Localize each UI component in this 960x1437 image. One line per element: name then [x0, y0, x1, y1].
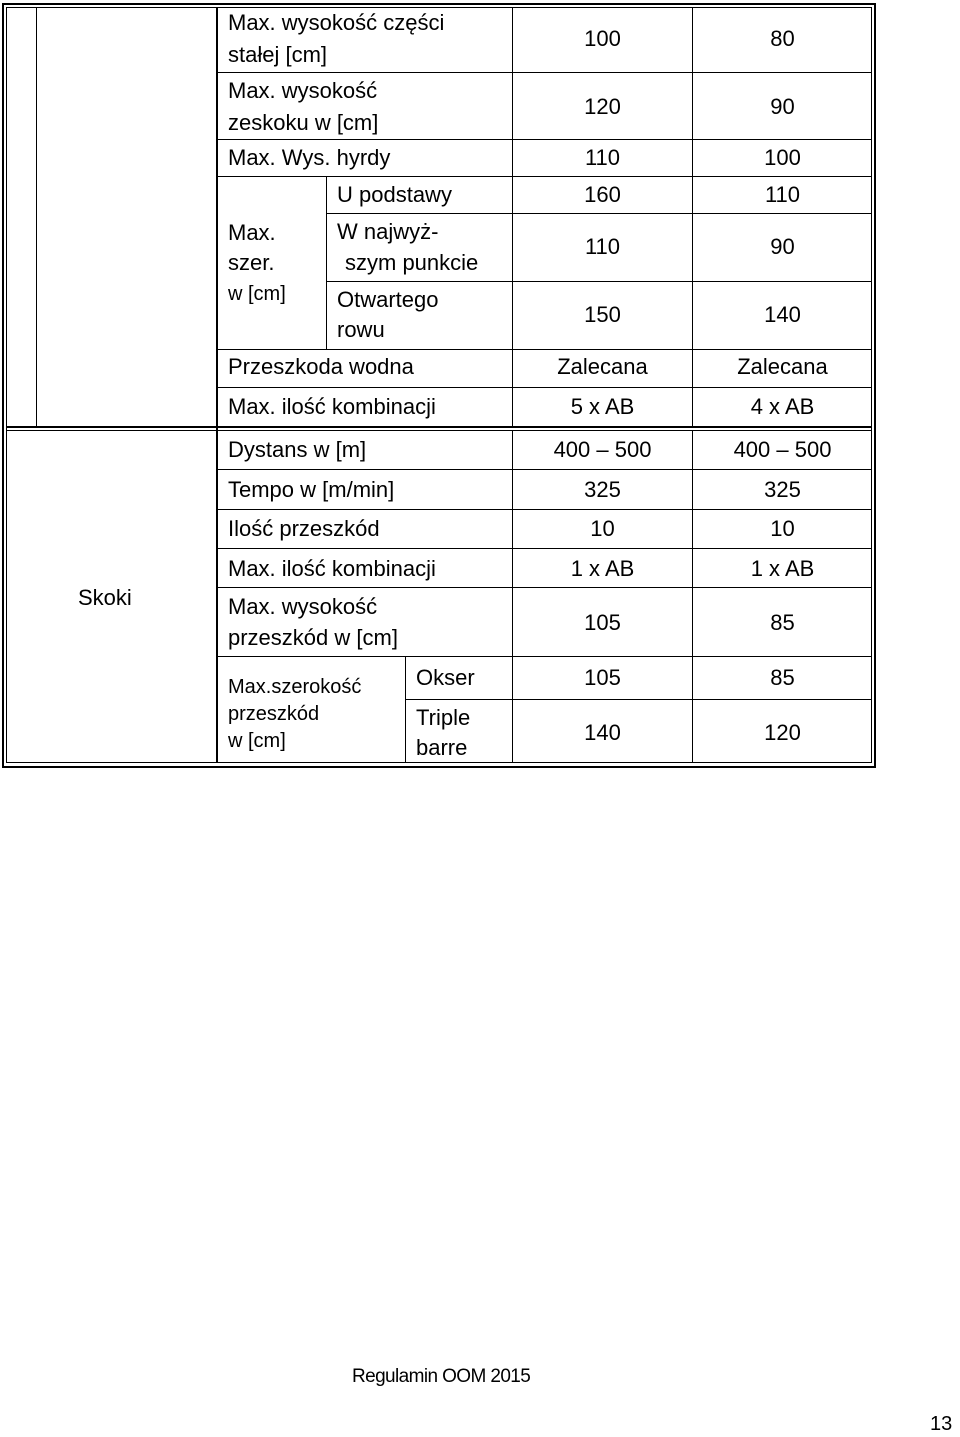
value-cell: Zalecana: [737, 354, 828, 379]
subrow-label: U podstawy: [337, 182, 452, 207]
group-label-line: szer.: [228, 250, 275, 275]
value-cell: 85: [770, 665, 795, 690]
subrow-label-line: W najwyż-: [337, 219, 439, 244]
value-cell: 110: [764, 182, 801, 207]
subrow-label-line: szym punkcie: [345, 250, 479, 275]
row-label-line: przeszkód w [cm]: [228, 625, 398, 650]
row-label-line: zeskoku w [cm]: [228, 110, 379, 135]
value-cell: 140: [584, 720, 621, 745]
group-label-line: Max.: [228, 220, 276, 245]
row-label: Ilość przeszkód: [228, 516, 380, 541]
value-cell: 1 x AB: [750, 556, 815, 581]
page-number: 13: [930, 1413, 953, 1435]
value-cell: 5 x AB: [570, 394, 635, 419]
subrow-label: Okser: [416, 665, 475, 690]
value-cell: 105: [584, 610, 621, 635]
value-cell: Zalecana: [557, 354, 648, 379]
value-cell: 100: [764, 145, 801, 170]
group-label-line: w [cm]: [228, 283, 286, 305]
value-cell: 10: [770, 516, 795, 541]
value-cell: 325: [584, 477, 621, 502]
value-cell: 400 – 500: [733, 437, 832, 462]
value-cell: 85: [770, 610, 795, 635]
value-cell: 1 x AB: [570, 556, 635, 581]
row-label: Max. ilość kombinacji: [228, 556, 436, 581]
value-cell: 90: [770, 94, 795, 119]
value-cell: 105: [584, 665, 621, 690]
value-cell: 400 – 500: [553, 437, 652, 462]
value-cell: 80: [770, 26, 795, 51]
value-cell: 90: [770, 234, 795, 259]
row-label: Przeszkoda wodna: [228, 354, 414, 379]
subrow-label-line: Triple: [416, 705, 471, 730]
row-label-line: Max. wysokość części: [228, 10, 445, 35]
value-cell: 120: [584, 94, 621, 119]
group-label-line: Max.szerokość: [228, 676, 362, 698]
value-cell: 325: [764, 477, 801, 502]
row-label: Max. ilość kombinacji: [228, 394, 436, 419]
value-cell: 10: [590, 516, 615, 541]
row-label-line: Max. wysokość: [228, 78, 378, 103]
value-cell: 110: [584, 145, 621, 170]
value-cell: 110: [584, 234, 621, 259]
value-cell: 100: [584, 26, 621, 51]
row-label: Dystans w [m]: [228, 437, 367, 462]
subrow-label-line: rowu: [337, 317, 385, 342]
row-label-line: stałej [cm]: [228, 42, 328, 67]
footer-text: Regulamin OOM 2015: [352, 1366, 531, 1387]
subrow-label-line: barre: [416, 735, 468, 760]
row-label: Max. Wys. hyrdy: [228, 145, 391, 170]
row-label-line: Max. wysokość: [228, 594, 378, 619]
row-label: Tempo w [m/min]: [228, 477, 395, 502]
value-cell: 140: [764, 302, 801, 327]
value-cell: 160: [584, 182, 621, 207]
section-label: Skoki: [78, 585, 132, 610]
value-cell: 4 x AB: [750, 394, 815, 419]
group-label-line: przeszkód: [228, 703, 320, 725]
group-label-line: w [cm]: [228, 730, 286, 752]
value-cell: 150: [584, 302, 621, 327]
subrow-label-line: Otwartego: [337, 287, 439, 312]
value-cell: 120: [764, 720, 801, 745]
